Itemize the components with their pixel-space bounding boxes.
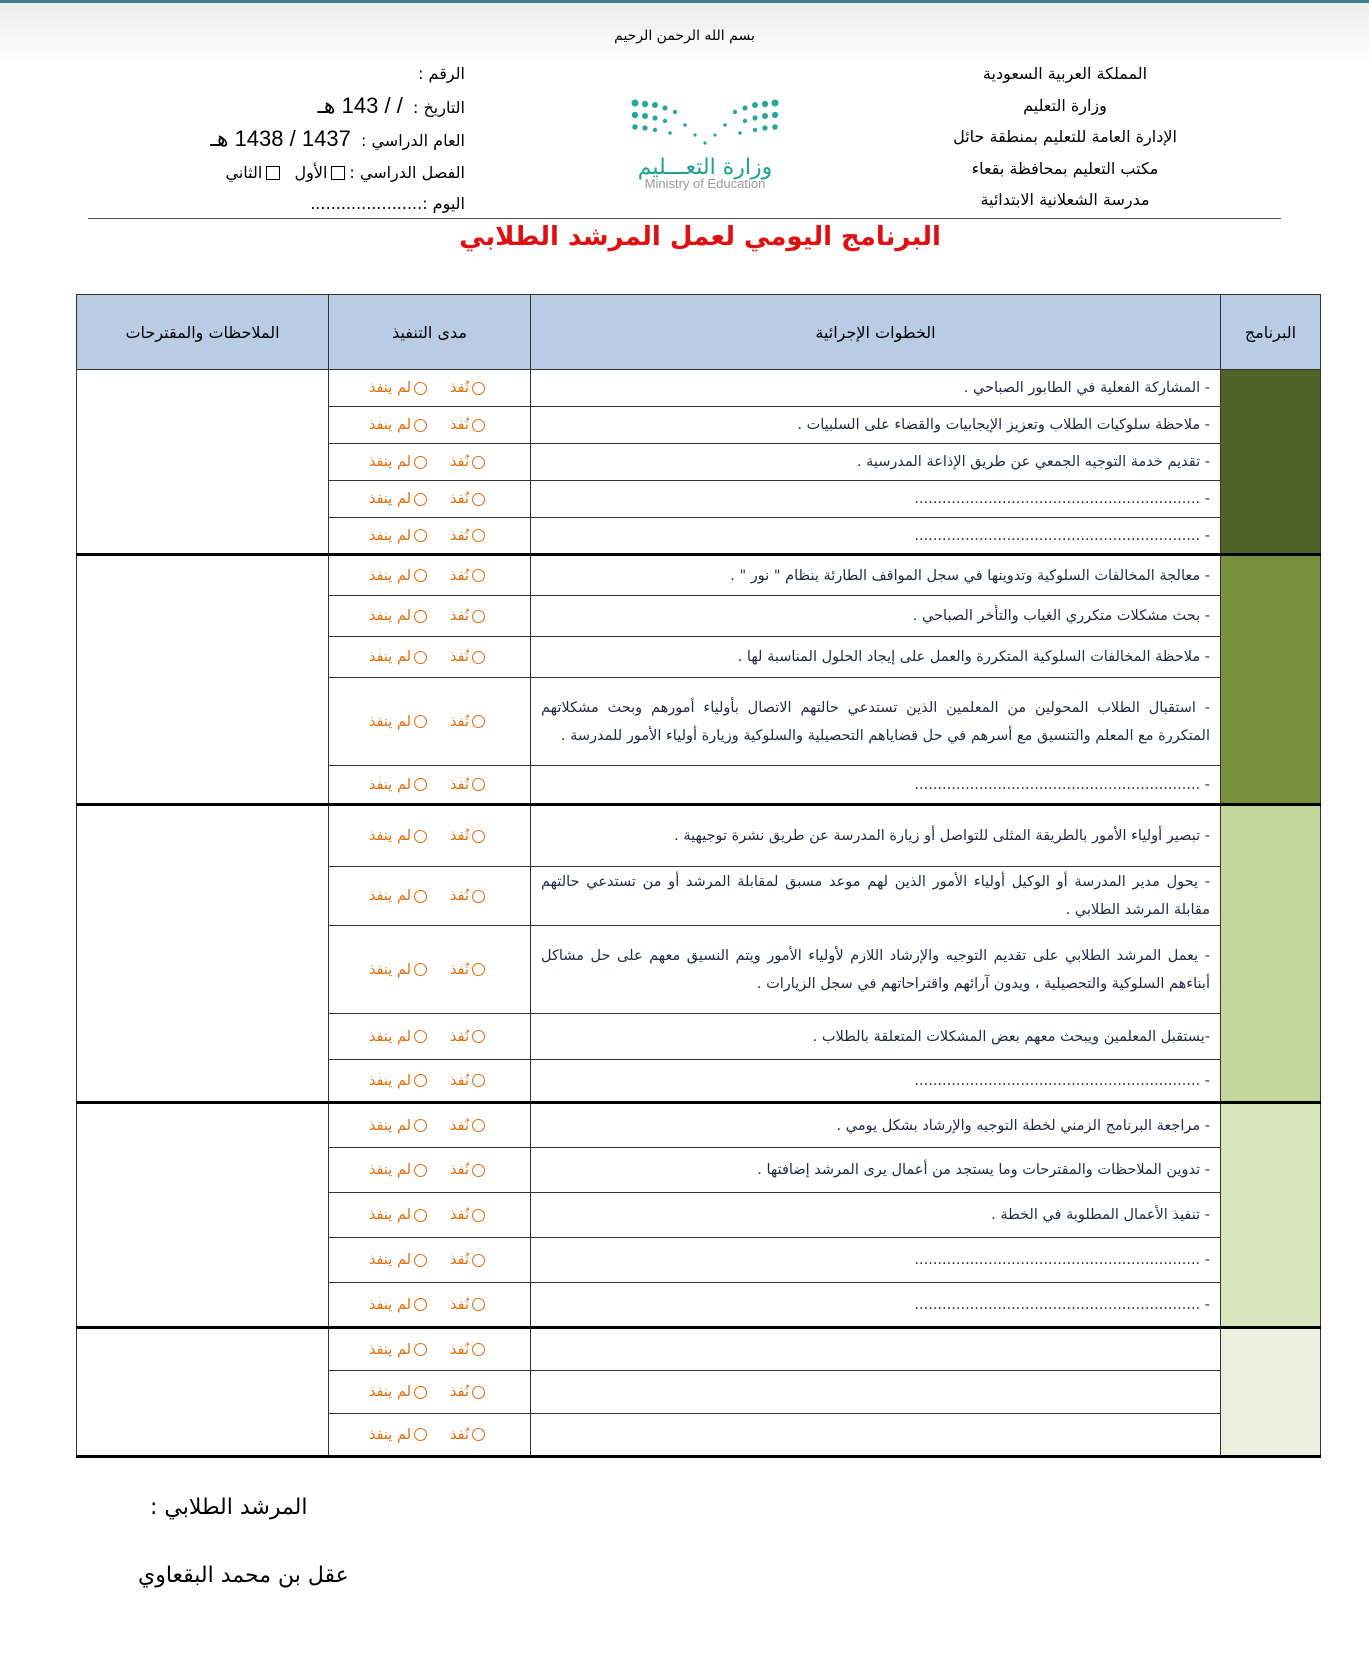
day-value: ...................... — [310, 194, 423, 213]
not-done-label: لم ينفذ — [368, 527, 412, 544]
execution-options — [329, 637, 531, 678]
done-label: نُفذ — [450, 1426, 470, 1443]
institution-line: وزارة التعليم — [1023, 95, 1107, 115]
procedure-step: - يعمل المرشد الطلابي على تقديم التوجيه والإرشاد اللازم لأولياء الأمور ويتم النسيق معهم على حل مشاكل أبناءهم السلوكية والتحصيلية ، ويدون آرائهم واقتراحاتهم في سجل الزيارات . — [531, 926, 1221, 1014]
done-radio[interactable] — [472, 778, 485, 791]
program-color-cell — [1221, 1328, 1321, 1457]
done-label: نُفذ — [450, 961, 470, 978]
counselor-name: عقل بن محمد البقعاوي — [138, 1563, 349, 1588]
done-radio[interactable] — [472, 382, 485, 395]
institution-line: مدرسة الشعلانية الابتدائية — [980, 190, 1150, 209]
not-done-label: لم ينفذ — [368, 961, 412, 978]
not-done-radio[interactable] — [414, 890, 427, 903]
procedure-step: - معالجة المخالفات السلوكية وتدوينها في سجل المواقف الطارئة بنظام " نور " . — [531, 555, 1221, 596]
table-row — [77, 1328, 1321, 1371]
procedure-step: - مراجعة البرنامج الزمني لخطة التوجيه والإرشاد بشكل يومي . — [531, 1103, 1221, 1148]
done-label: نُفذ — [450, 608, 470, 624]
done-radio[interactable] — [472, 610, 485, 623]
not-done-label: لم ينفذ — [368, 649, 412, 665]
done-radio[interactable] — [472, 890, 485, 903]
execution-options — [329, 1193, 531, 1238]
document-info-block — [140, 58, 465, 220]
not-done-radio[interactable] — [414, 1428, 427, 1441]
notes-cell[interactable] — [77, 370, 329, 555]
done-radio[interactable] — [472, 1254, 485, 1267]
procedure-step: - .............................................................. — [531, 1238, 1221, 1283]
not-done-radio[interactable] — [414, 493, 427, 506]
not-done-radio[interactable] — [414, 715, 427, 728]
done-label: نُفذ — [450, 1252, 470, 1268]
not-done-radio[interactable] — [414, 1209, 427, 1222]
logo-dots-icon — [625, 95, 785, 155]
not-done-label: لم ينفذ — [368, 1252, 412, 1268]
not-done-radio[interactable] — [414, 529, 427, 542]
not-done-label: لم ينفذ — [368, 776, 412, 793]
program-color-cell — [1221, 805, 1321, 1103]
procedure-step: - تدوين الملاحظات والمقترحات وما يستجد من أعمال يرى المرشد إضافتها . — [531, 1148, 1221, 1193]
header-execution: مدى التنفيذ — [329, 295, 531, 370]
header-divider — [88, 218, 1281, 219]
not-done-label: لم ينفذ — [368, 380, 412, 396]
not-done-radio[interactable] — [414, 778, 427, 791]
done-radio[interactable] — [472, 1343, 485, 1356]
done-radio[interactable] — [472, 830, 485, 843]
table-header-row — [77, 295, 1321, 370]
number-label: الرقم : — [418, 64, 465, 83]
procedure-step: - .............................................................. — [531, 481, 1221, 518]
execution-options — [329, 370, 531, 407]
counselor-label: المرشد الطلابي : — [150, 1495, 308, 1520]
done-radio[interactable] — [472, 1386, 485, 1399]
procedure-step: - .............................................................. — [531, 518, 1221, 555]
daily-program-table — [76, 294, 1321, 1458]
not-done-label: لم ينفذ — [368, 1028, 412, 1045]
institution-block — [900, 58, 1230, 216]
not-done-radio[interactable] — [414, 610, 427, 623]
done-label: نُفذ — [450, 491, 470, 507]
execution-options — [329, 926, 531, 1014]
execution-options — [329, 596, 531, 637]
not-done-radio[interactable] — [414, 1164, 427, 1177]
not-done-label: لم ينفذ — [368, 608, 412, 624]
procedure-step — [531, 1414, 1221, 1457]
notes-cell[interactable] — [77, 1328, 329, 1457]
day-label: اليوم : — [422, 194, 465, 213]
table-row — [77, 555, 1321, 596]
not-done-label: لم ينفذ — [368, 1072, 412, 1089]
not-done-label: لم ينفذ — [368, 1207, 412, 1223]
done-radio[interactable] — [472, 1074, 485, 1087]
done-label: نُفذ — [450, 567, 470, 584]
year-value: 1437 / 1438 هـ — [210, 126, 351, 151]
done-label: نُفذ — [450, 417, 470, 433]
done-label: نُفذ — [450, 1341, 470, 1358]
semester-first-label: الأول — [294, 162, 328, 182]
procedure-step: - .............................................................. — [531, 1060, 1221, 1103]
table-row — [77, 1103, 1321, 1148]
procedure-step: - يحول مدير المدرسة أو الوكيل أولياء الأمور الذين لهم موعد مسبق لمقابلة المرشد أو من تستدعي حالتهم مقابلة المرشد الطلابي . — [531, 867, 1221, 926]
year-label: العام الدراسي : — [360, 131, 465, 150]
done-radio[interactable] — [472, 1428, 485, 1441]
date-label: التاريخ : — [412, 97, 465, 117]
execution-options — [329, 1371, 531, 1414]
execution-options — [329, 444, 531, 481]
not-done-label: لم ينفذ — [368, 713, 412, 730]
not-done-label: لم ينفذ — [368, 1117, 412, 1134]
not-done-radio[interactable] — [414, 830, 427, 843]
not-done-radio[interactable] — [414, 1254, 427, 1267]
done-radio[interactable] — [472, 529, 485, 542]
program-color-cell — [1221, 555, 1321, 805]
notes-cell[interactable] — [77, 805, 329, 1103]
procedure-step: - تبصير أولياء الأمور بالطريقة المثلى للتواصل أو زيارة المدرسة عن طريق نشرة توجيهية . — [531, 805, 1221, 867]
execution-options — [329, 1060, 531, 1103]
not-done-radio[interactable] — [414, 382, 427, 395]
execution-options — [329, 1238, 531, 1283]
done-label: نُفذ — [450, 1117, 470, 1134]
institution-line: الإدارة العامة للتعليم بمنطقة حائل — [953, 127, 1177, 146]
procedure-step: -يستقبل المعلمين ويبحث معهم بعض المشكلات المتعلقة بالطلاب . — [531, 1014, 1221, 1060]
execution-options — [329, 1414, 531, 1457]
done-radio[interactable] — [472, 1119, 485, 1132]
semester-first-checkbox[interactable] — [331, 166, 345, 180]
institution-line: المملكة العربية السعودية — [982, 64, 1148, 83]
execution-options — [329, 678, 531, 766]
procedure-step: - تقديم خدمة التوجيه الجمعي عن طريق الإذاعة المدرسية . — [531, 444, 1221, 481]
done-label: نُفذ — [450, 527, 470, 544]
not-done-radio[interactable] — [414, 1030, 427, 1043]
procedure-step — [531, 1371, 1221, 1414]
not-done-label: لم ينفذ — [368, 888, 412, 904]
not-done-radio[interactable] — [414, 456, 427, 469]
program-color-cell — [1221, 370, 1321, 555]
notes-cell[interactable] — [77, 1103, 329, 1328]
not-done-radio[interactable] — [414, 651, 427, 664]
execution-options — [329, 805, 531, 867]
done-radio[interactable] — [472, 715, 485, 728]
execution-options — [329, 766, 531, 805]
not-done-radio[interactable] — [414, 419, 427, 432]
execution-options — [329, 1328, 531, 1371]
date-value: / / 143 هـ — [317, 92, 403, 118]
done-label: نُفذ — [450, 454, 470, 470]
header-notes: الملاحظات والمقترحات — [77, 295, 329, 370]
execution-options — [329, 1014, 531, 1060]
done-radio[interactable] — [472, 419, 485, 432]
done-label: نُفذ — [450, 1072, 470, 1089]
basmala: بسم الله الرحمن الرحيم — [614, 28, 755, 44]
semester-second-label: الثاني — [225, 162, 263, 182]
header-steps: الخطوات الإجرائية — [531, 295, 1221, 370]
not-done-label: لم ينفذ — [368, 828, 412, 844]
procedure-step: - المشاركة الفعلية في الطابور الصباحي . — [531, 370, 1221, 407]
not-done-radio[interactable] — [414, 1386, 427, 1399]
done-radio[interactable] — [472, 1030, 485, 1043]
not-done-radio[interactable] — [414, 569, 427, 582]
done-label: نُفذ — [450, 380, 470, 396]
procedure-step: - ملاحظة سلوكيات الطلاب وتعزيز الإيجابيات والقضاء على السلبيات . — [531, 407, 1221, 444]
logo-arabic-text: وزارة التعـــليم — [637, 155, 773, 180]
ministry-logo — [570, 95, 840, 225]
procedure-step: - استقبال الطلاب المحولين من المعلمين الذين تستدعي حالتهم الاتصال بأولياء أمورهم وبحث مشكلاتهم المتكررة مع المعلم والتنسيق مع أسرهم في حل قضاياهم التحصيلية والسلوكية وزيارة أولياء الأمور للمدرسة . — [531, 678, 1221, 766]
not-done-label: لم ينفذ — [368, 454, 412, 470]
done-label: نُفذ — [450, 1207, 470, 1223]
not-done-radio[interactable] — [414, 1343, 427, 1356]
execution-options — [329, 518, 531, 555]
semester-second-checkbox[interactable] — [266, 166, 280, 180]
not-done-label: لم ينفذ — [368, 567, 412, 584]
not-done-label: لم ينفذ — [368, 1341, 412, 1358]
done-label: نُفذ — [450, 1296, 470, 1313]
not-done-label: لم ينفذ — [368, 1162, 412, 1178]
not-done-label: لم ينفذ — [368, 491, 412, 507]
execution-options — [329, 481, 531, 518]
done-radio[interactable] — [472, 651, 485, 664]
procedure-step: - .............................................................. — [531, 766, 1221, 805]
institution-line: مكتب التعليم بمحافظة بقعاء — [971, 158, 1159, 178]
table-row — [77, 805, 1321, 867]
table-row — [77, 370, 1321, 407]
not-done-radio[interactable] — [414, 1074, 427, 1087]
not-done-radio[interactable] — [414, 963, 427, 976]
notes-cell[interactable] — [77, 555, 329, 805]
not-done-label: لم ينفذ — [368, 1296, 412, 1313]
header-program: البرنامج — [1221, 295, 1321, 370]
execution-options — [329, 1148, 531, 1193]
done-label: نُفذ — [450, 1028, 470, 1045]
procedure-step: - ملاحظة المخالفات السلوكية المتكررة والعمل على إيجاد الحلول المناسبة لها . — [531, 637, 1221, 678]
not-done-label: لم ينفذ — [368, 417, 412, 433]
done-radio[interactable] — [472, 1164, 485, 1177]
done-label: نُفذ — [450, 1162, 470, 1178]
done-radio[interactable] — [472, 569, 485, 582]
done-label: نُفذ — [450, 1384, 470, 1400]
not-done-label: لم ينفذ — [368, 1426, 412, 1443]
procedure-step: - بحث مشكلات متكرري الغياب والتأخر الصباحي . — [531, 596, 1221, 637]
done-radio[interactable] — [472, 963, 485, 976]
done-radio[interactable] — [472, 456, 485, 469]
procedure-step: - تنفيذ الأعمال المطلوبة في الخطة . — [531, 1193, 1221, 1238]
done-label: نُفذ — [450, 713, 470, 730]
execution-options — [329, 555, 531, 596]
not-done-radio[interactable] — [414, 1119, 427, 1132]
page-title: البرنامج اليومي لعمل المرشد الطلابي — [459, 222, 941, 252]
program-color-cell — [1221, 1103, 1321, 1328]
procedure-step — [531, 1328, 1221, 1371]
execution-options — [329, 407, 531, 444]
done-label: نُفذ — [450, 828, 470, 844]
done-label: نُفذ — [450, 649, 470, 665]
done-radio[interactable] — [472, 1209, 485, 1222]
semester-label: الفصل الدراسي : — [349, 162, 465, 182]
not-done-label: لم ينفذ — [368, 1384, 412, 1400]
logo-english-text: Ministry of Education — [644, 176, 766, 191]
not-done-radio[interactable] — [414, 1298, 427, 1311]
execution-options — [329, 867, 531, 926]
execution-options — [329, 1283, 531, 1328]
done-radio[interactable] — [472, 1298, 485, 1311]
done-label: نُفذ — [450, 888, 470, 904]
done-radio[interactable] — [472, 493, 485, 506]
done-label: نُفذ — [450, 776, 470, 793]
execution-options — [329, 1103, 531, 1148]
procedure-step: - .............................................................. — [531, 1283, 1221, 1328]
